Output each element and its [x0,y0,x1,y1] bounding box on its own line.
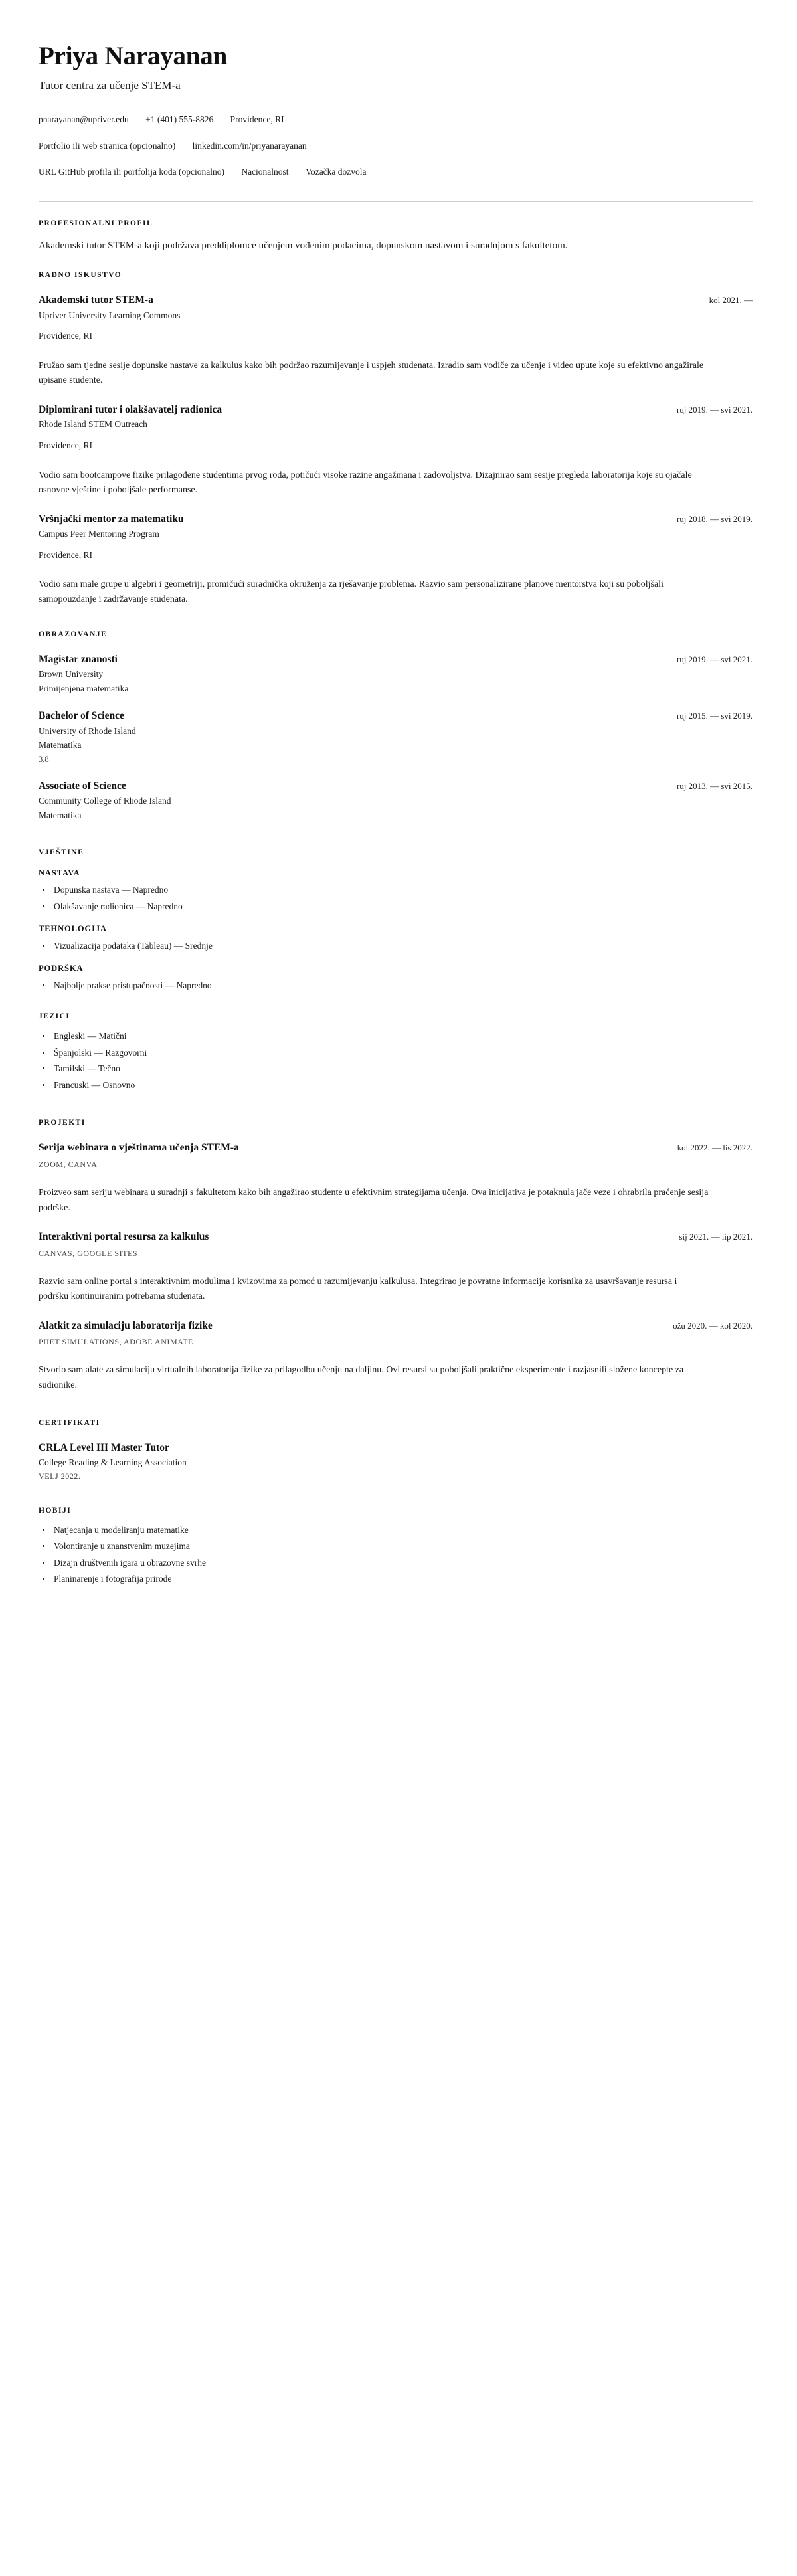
section-title-skills: VJEŠTINE [39,848,84,857]
experience-entry-head [39,403,753,416]
language-list [39,1030,753,1092]
project-tech: CANVAS, GOOGLE SITES [39,1248,138,1258]
section-title-certifications: CERTIFIKATI [39,1418,100,1427]
skill-list [39,939,753,953]
section-certifications [39,1419,753,1481]
section-title-education: OBRAZOVANJE [39,630,108,638]
experience-description: Pružao sam tjedne sesije dopunske nastave za kalkulus kako bih podržao razumijevanje i uspjeh studenata. Izradio sam vodiče za učenje i video upute koje su efektivno angažirale upisane studente. [39,360,704,386]
education-school: University of Rhode Island [39,725,136,736]
section-title-experience: RADNO ISKUSTVO [39,271,122,280]
project-entry-head [39,1141,753,1154]
project-entry [39,1319,753,1394]
contact-row-web [39,139,753,153]
section-title-hobbies: HOBIJI [39,1506,72,1515]
education-date: ruj 2013. — svi 2015. [676,781,753,791]
skill-group [39,868,753,913]
contact-github-placeholder[interactable]: URL GitHub profila ili portfolija koda (opcionalno) [39,167,224,177]
education-school: Community College of Rhode Island [39,796,171,806]
contact-portfolio-placeholder[interactable]: Portfolio ili web stranica (opcionalno) [39,140,176,151]
hobby-item: Planinarenje i fotografija prirode [39,1572,753,1586]
experience-entry [39,513,753,608]
language-item: Španjolski — Razgovorni [39,1046,753,1060]
skill-list [39,979,753,993]
project-name: Interaktivni portal resursa za kalkulus [39,1231,209,1243]
project-tech: ZOOM, CANVA [39,1159,98,1169]
education-date: ruj 2019. — svi 2021. [676,654,753,664]
skill-group-title: PODRŠKA [39,963,84,973]
section-hobbies [39,1507,753,1586]
project-name: Alatkit za simulaciju laboratorija fizike [39,1319,213,1331]
language-item: Tamilski — Tečno [39,1062,753,1076]
contact-phone[interactable]: +1 (401) 555-8826 [145,114,214,125]
project-entry [39,1141,753,1216]
education-entry-head [39,709,753,722]
project-name: Serija webinara o vještinama učenja STEM-a [39,1142,239,1154]
certification-date: VELJ 2022. [39,1471,81,1481]
section-title-projects: PROJEKTI [39,1119,86,1127]
contact-row-primary [39,113,753,126]
project-entry-head [39,1319,753,1332]
hobby-item: Natjecanja u modeliranju matematike [39,1524,753,1538]
experience-date: ruj 2019. — svi 2021. [676,405,753,415]
experience-role: Vršnjački mentor za matematiku [39,513,184,525]
section-projects [39,1119,753,1393]
resume-sheet [39,43,753,1586]
project-entry [39,1230,753,1305]
experience-org: Rhode Island STEM Outreach [39,419,147,430]
skill-group-title: NASTAVA [39,868,80,878]
skill-group-title: TEHNOLOGIJA [39,924,107,934]
education-field: Primijenjena matematika [39,683,129,693]
resume-header [39,43,753,179]
contact-nationality: Nacionalnost [241,167,289,177]
summary-text: Akademski tutor STEM-a koji podržava preddiplomce učenjem vođenim podacima, dopunskom nastavom i suradnjom s fakultetom. [39,240,568,251]
experience-date: ruj 2018. — svi 2019. [676,513,753,524]
section-education [39,630,753,822]
experience-location: Providence, RI [39,549,92,560]
hobby-item: Volontiranje u znanstvenim muzejima [39,1540,753,1554]
education-school: Brown University [39,669,104,680]
skill-item: Olakšavanje radionica — Napredno [39,900,753,914]
education-entry-head [39,653,753,666]
hobby-item: Dizajn društvenih igara u obrazovne svrhe [39,1556,753,1570]
education-entry [39,780,753,822]
education-date: ruj 2015. — svi 2019. [676,711,753,721]
certification-entry [39,1441,753,1481]
education-entry [39,653,753,695]
experience-org: Upriver University Learning Commons [39,310,181,320]
experience-location: Providence, RI [39,331,92,341]
contact-linkedin[interactable]: linkedin.com/in/priyanarayanan [192,140,307,151]
section-title-languages: JEZICI [39,1012,70,1021]
education-entry-head [39,780,753,792]
contact-row-extra [39,165,753,179]
experience-entry [39,294,753,389]
certification-name: CRLA Level III Master Tutor [39,1441,169,1453]
section-summary [39,219,753,254]
education-entry [39,709,753,765]
project-description: Proizveo sam seriju webinara u suradnji s fakultetom kako bih angažirao studente u efektivnim strategijama učenja. Ova inicijativa je potaknula jače veze i ohrabrila praćenje sesija podrške. [39,1187,709,1213]
education-degree: Associate of Science [39,780,126,792]
skill-group [39,924,753,953]
education-gpa: 3.8 [39,754,49,764]
experience-role: Diplomirani tutor i olakšavatelj radionica [39,404,222,416]
contact-location: Providence, RI [230,114,284,125]
hobby-list [39,1524,753,1586]
skill-item: Najbolje prakse pristupačnosti — Napredno [39,979,753,993]
education-field: Matematika [39,810,82,820]
section-languages [39,1012,753,1092]
education-field: Matematika [39,740,82,751]
project-date: ožu 2020. — kol 2020. [673,1320,753,1331]
project-entry-head [39,1230,753,1243]
experience-org: Campus Peer Mentoring Program [39,529,159,539]
experience-date: kol 2021. — [709,295,753,306]
section-experience [39,271,753,608]
education-degree: Magistar znanosti [39,653,118,665]
certification-issuer: College Reading & Learning Association [39,1457,187,1467]
experience-description: Vodio sam bootcampove fizike prilagođene studentima prvog roda, potičući visoke razine angažmana i zadovoljstva. Dizajnirao sam sesije pregleda laboratorija koje su ojačale osnovne vještine i poboljšale performanse. [39,470,692,496]
experience-role: Akademski tutor STEM-a [39,294,153,306]
project-description: Stvorio sam alate za simulaciju virtualnih laboratorija fizike za prilagodbu učenju na daljinu. Ovi resursi su poboljšali praktične eksperimente i razjasnili složene koncepte za sudionike. [39,1365,684,1390]
project-date: kol 2022. — lis 2022. [677,1143,753,1153]
skill-group [39,964,753,993]
candidate-name: Priya Narayanan [39,42,228,70]
experience-location: Providence, RI [39,440,92,450]
section-skills [39,848,753,992]
candidate-headline: Tutor centra za učenje STEM-a [39,79,181,92]
contact-email[interactable]: pnarayanan@upriver.edu [39,114,129,125]
education-degree: Bachelor of Science [39,710,124,722]
skill-list [39,883,753,913]
experience-entry-head [39,513,753,525]
experience-entry-head [39,294,753,306]
skill-item: Dopunska nastava — Napredno [39,883,753,897]
project-description: Razvio sam online portal s interaktivnim modulima i kvizovima za pomoć u razumijevanju kalkulusa. Integrirao je povratne informacije korisnika za usavršavanje resursa i podršku kontinuiranim potrebama studenata. [39,1276,677,1302]
header-divider [39,201,753,202]
project-date: sij 2021. — lip 2021. [679,1232,753,1242]
experience-entry [39,403,753,498]
skill-item: Vizualizacija podataka (Tableau) — Srednje [39,939,753,953]
project-tech: PHET SIMULATIONS, ADOBE ANIMATE [39,1337,193,1347]
experience-description: Vodio sam male grupe u algebri i geometriji, promičući suradnička okruženja za rješavanje problema. Razvio sam personalizirane planove mentorstva koji su poboljšali samopouzdanje i zadržavanje studenata. [39,579,664,605]
language-item: Engleski — Matični [39,1030,753,1044]
contact-drivers-license: Vozačka dozvola [305,167,367,177]
section-title-summary: PROFESIONALNI PROFIL [39,219,153,227]
language-item: Francuski — Osnovno [39,1079,753,1093]
